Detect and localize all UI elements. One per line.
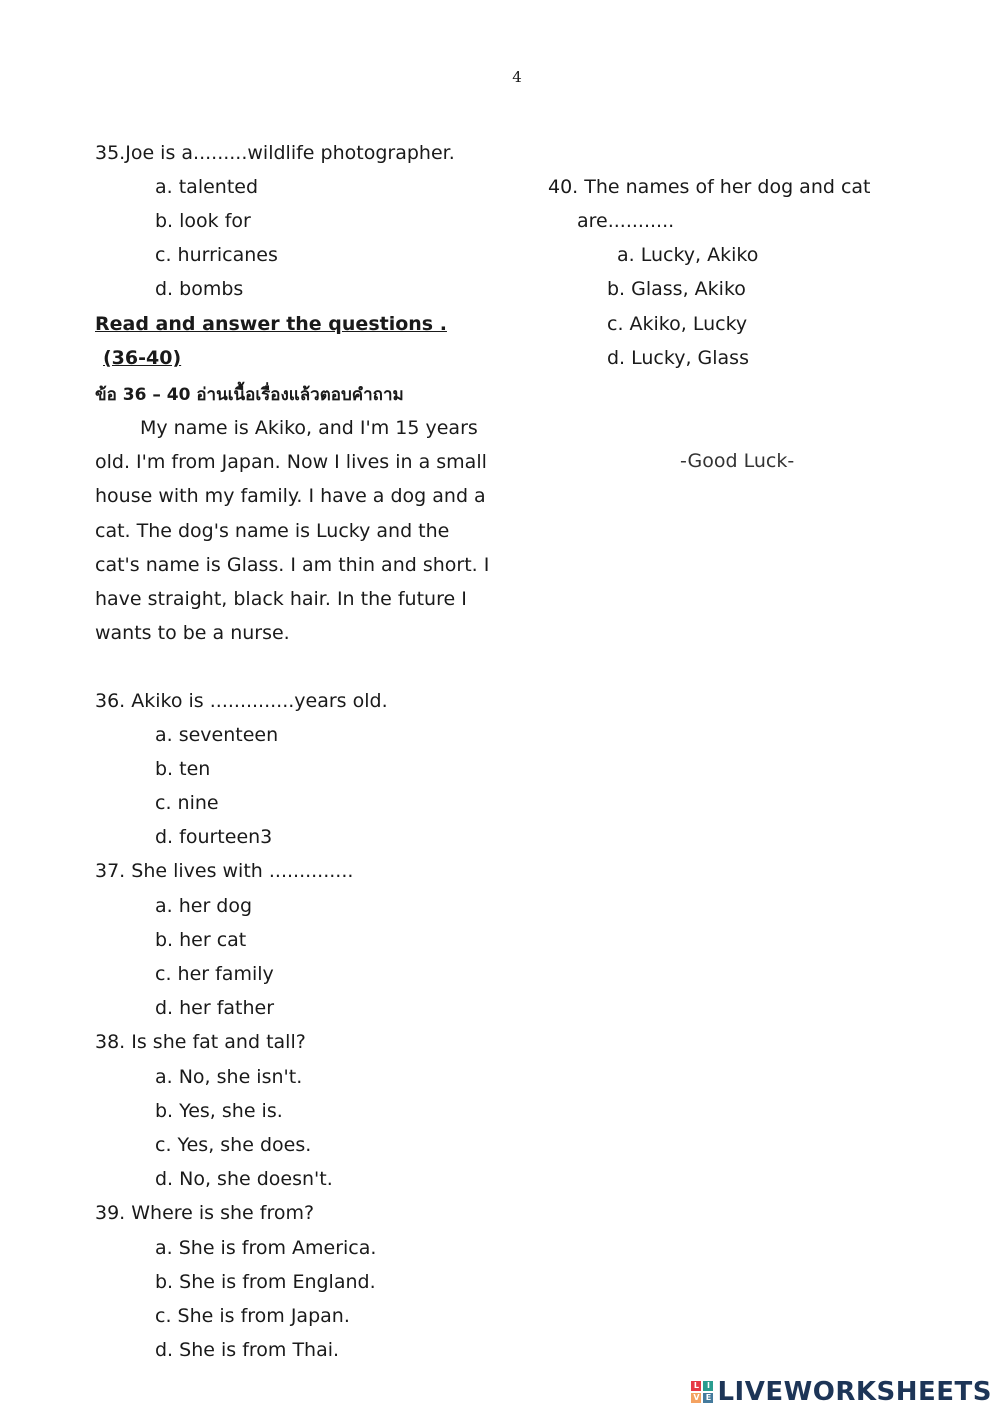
question-40-option-d: d. Lucky, Glass (607, 347, 749, 369)
question-35-option-d: d. bombs (155, 278, 244, 300)
question-35-option-b: b. look for (155, 210, 251, 232)
logo-badge-letter: I (703, 1381, 713, 1391)
page-number: 4 (512, 68, 522, 86)
question-37-stem: 37. She lives with .............. (95, 860, 354, 882)
question-36-option-b: b. ten (155, 758, 211, 780)
question-37-option-b: b. her cat (155, 929, 247, 951)
logo-text: LIVEWORKSHEETS (717, 1377, 992, 1407)
reading-passage (95, 411, 495, 650)
logo-badge-letter: E (703, 1393, 713, 1403)
question-35-stem: 35.Joe is a.........wildlife photographer. (95, 142, 455, 164)
question-40-option-b: b. Glass, Akiko (607, 278, 746, 300)
question-40-stem-continued: are........... (577, 210, 675, 232)
question-40-stem: 40. The names of her dog and cat (548, 176, 871, 198)
question-40-option-a: a. Lucky, Akiko (617, 244, 759, 266)
question-38-option-a: a. No, she isn't. (155, 1066, 303, 1088)
question-39-option-c: c. She is from Japan. (155, 1305, 350, 1327)
question-36-option-a: a. seventeen (155, 724, 279, 746)
question-39-stem: 39. Where is she from? (95, 1202, 315, 1224)
question-40-option-c: c. Akiko, Lucky (607, 313, 748, 335)
logo-badge-letter: L (691, 1381, 701, 1391)
section-instruction-thai: ข้อ 36 – 40 อ่านเนื้อเรื่องแล้วตอบคำถาม (95, 385, 404, 405)
question-36-stem: 36. Akiko is ..............years old. (95, 690, 388, 712)
logo-badge-letter: V (693, 1393, 700, 1402)
passage-text: My name is Akiko, and I'm 15 years old. I'm from Japan. Now I lives in a small house with my family. I have a dog and a cat. The dog's name is Lucky and the cat's name is Glass. I am thin and short. I have straight, black hair. In the future I wants to be a nurse. (95, 417, 490, 645)
question-37-option-a: a. her dog (155, 895, 253, 917)
section-title: Read and answer the questions . (95, 313, 447, 335)
question-36-option-d: d. fourteen3 (155, 826, 273, 848)
section-range: (36-40) (103, 347, 182, 369)
liveworksheets-logo (691, 1377, 992, 1407)
question-38-option-b: b. Yes, she is. (155, 1100, 283, 1122)
question-36-option-c: c. nine (155, 792, 219, 814)
question-38-stem: 38. Is she fat and tall? (95, 1031, 306, 1053)
question-37-option-c: c. her family (155, 963, 274, 985)
question-38-option-d: d. No, she doesn't. (155, 1168, 333, 1190)
question-39-option-b: b. She is from England. (155, 1271, 376, 1293)
logo-badge-icon (691, 1381, 713, 1403)
question-37-option-d: d. her father (155, 997, 275, 1019)
question-39-option-a: a. She is from America. (155, 1237, 377, 1259)
question-35-option-a: a. talented (155, 176, 259, 198)
question-38-option-c: c. Yes, she does. (155, 1134, 312, 1156)
question-39-option-d: d. She is from Thai. (155, 1339, 340, 1361)
closing-message: -Good Luck- (680, 450, 795, 472)
question-35-option-c: c. hurricanes (155, 244, 278, 266)
